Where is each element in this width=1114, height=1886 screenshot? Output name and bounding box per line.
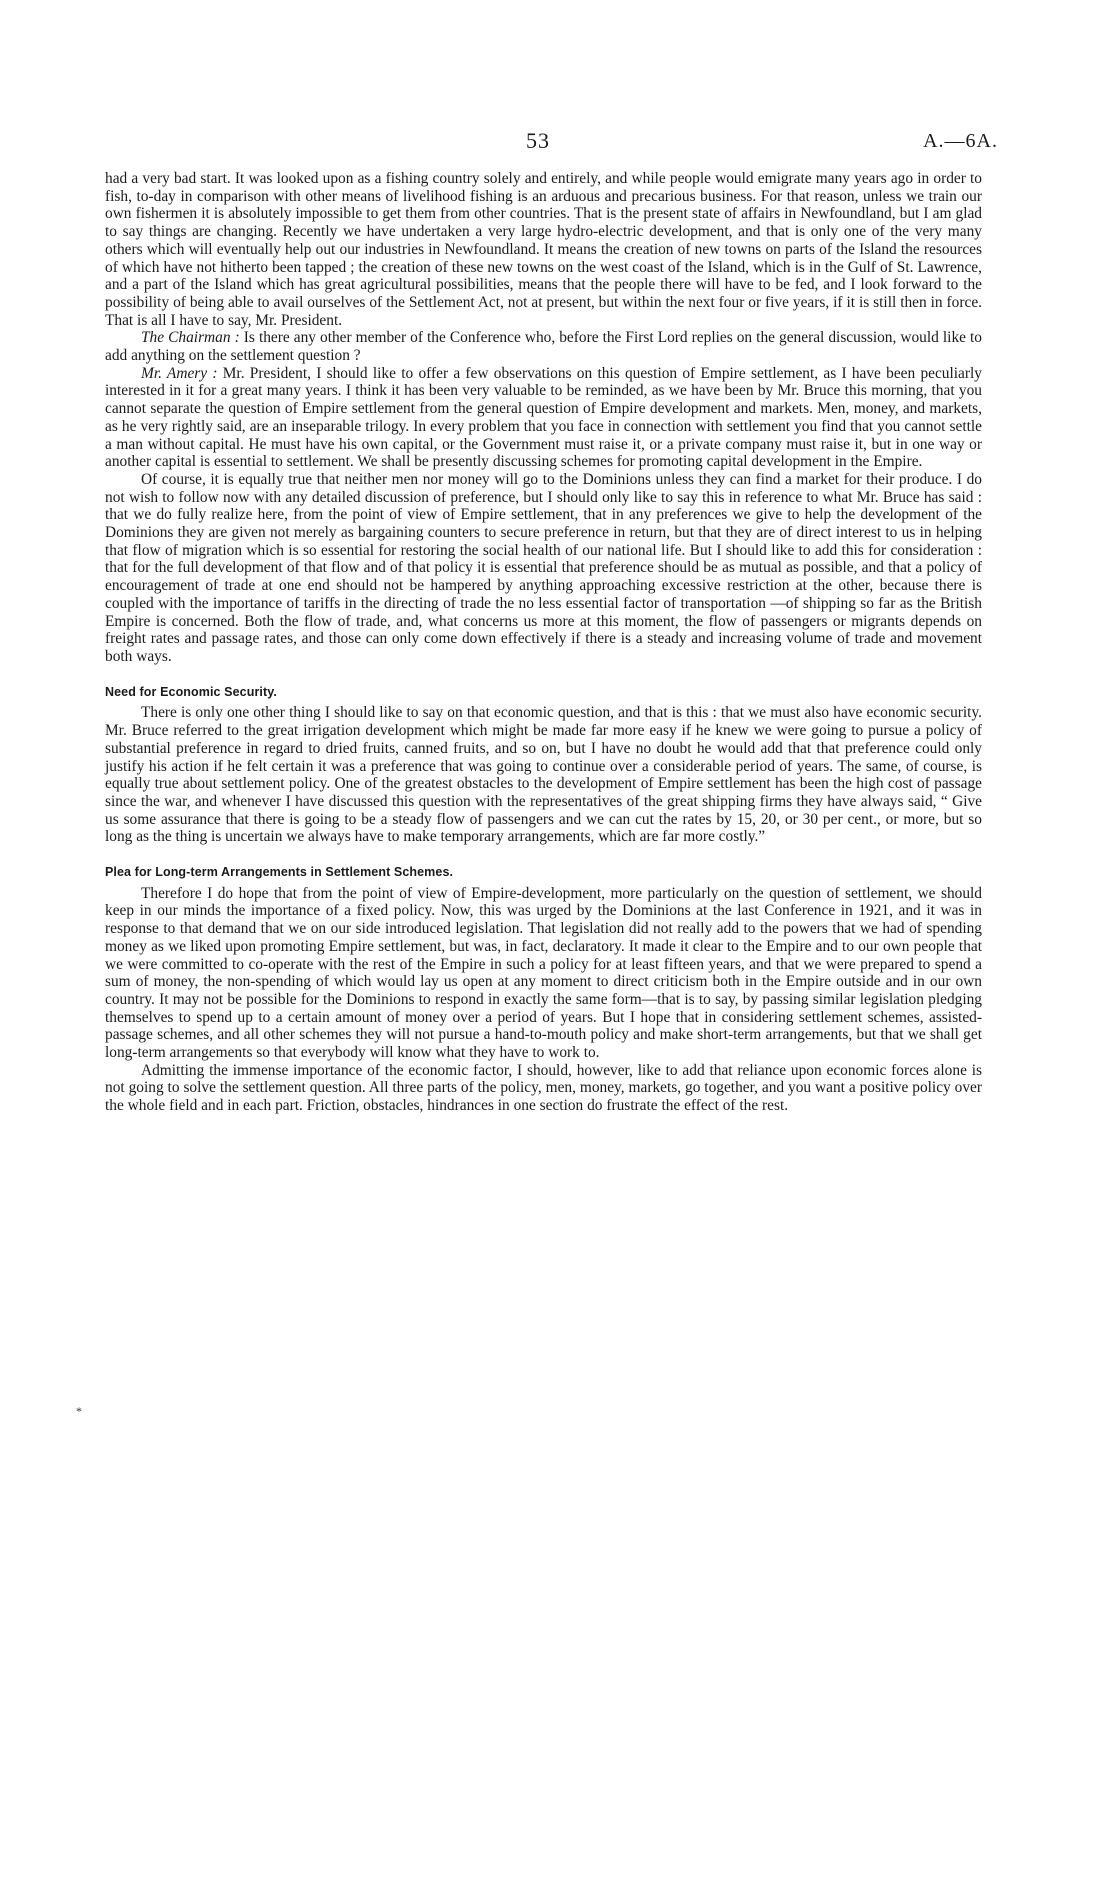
paragraph: There is only one other thing I should like to say on that economic question, and that is this : that we must also have economic security. Mr. Bruce referred to the great irrigation development which might be made far more easy if he knew we were going to pursue a policy of substantial preference in regard to dried fruits, canned fruits, and so on, but I have no doubt he would add that that preference could only justify his action if he felt certain it was a preference that was going to continue over a considerable period of years. The same, of course, is equally true about settlement policy. One of the greatest obstacles to the development of Empire settlement has been the high cost of passage since the war, and whenever I have discussed this question with the representatives of the great shipping firms they have always said, “ Give us some assurance that there is going to be a steady flow of passengers and we can cut the rates by 15, 20, or 30 per cent., or more, but so long as the thing is uncertain we always have to make temporary arrangements, which are far more costly.” bbox=[105, 704, 982, 846]
page-header bbox=[0, 128, 1114, 160]
paragraph-text: Is there any other member of the Conference who, before the First Lord replies on the general discussion, would like to add anything on the settlement question ? bbox=[105, 329, 982, 365]
section-heading: Plea for Long-term Arrangements in Settlement Schemes. bbox=[105, 865, 454, 880]
speaker-label: The Chairman : bbox=[141, 329, 240, 347]
document-reference: A.—6A. bbox=[923, 130, 998, 152]
paragraph: Therefore I do hope that from the point of view of Empire-development, more particularly on the question of settlement, we should keep in our minds the importance of a fixed policy. Now, this was urged by the Dominions at the last Conference in 1921, and it was in response to that demand that we on our side introduced legislation. That legislation did not really add to the powers that we had of spending money as we liked upon promoting Empire settlement, but was, in fact, declaratory. It made it clear to the Empire and to our own people that we were committed to co-operate with the rest of the Empire in such a policy for at least fifteen years, and that we were prepared to spend a sum of money, the non-spending of which would lay us open at any moment to direct criticism both in the Empire outside and in our own country. It may not be possible for the Dominions to respond in exactly the same form—that is to say, by passing similar legislation pledging themselves to spend up to a certain amount of money over a period of years. But I hope that in considering settlement schemes, assisted-passage schemes, and all other schemes they will not pursue a hand-to-mouth policy and make short-term arrangements, but that we shall get long-term arrangements so that everybody will know what they have to work to. bbox=[105, 884, 982, 1062]
section-heading: Need for Economic Security. bbox=[105, 684, 277, 699]
paragraph bbox=[105, 170, 982, 329]
paragraph-text: Mr. President, I should like to offer a few observations on this question of Empire settlement, as I have been peculiarly interested in it for a great many years. I think it has been very valuable to be reminded, as we have been by Mr. Bruce this morning, that you cannot separate the question of Empire settlement from the general question of Empire development and markets. Men, money, and markets, as he very rightly said, are an inseparable trilogy. In every problem that you face in connection with settlement you find that you cannot settle a man without capital. He must have his own capital, or the Government must raise it, or a private company must raise it, but in one way or another capital is essential to settlement. We shall be presently discussing schemes for promoting capital development in the Empire. bbox=[105, 364, 982, 471]
margin-mark: * bbox=[76, 1404, 82, 1418]
paragraph bbox=[105, 329, 982, 364]
paragraph-text: Of course, it is equally true that neither men nor money will go to the Dominions unless they can find a market for their produce. I do not wish to follow now with any detailed discussion of preference, but I should only like to say this in reference to what Mr. Bruce has said : that we do fully realize here, from the point of view of Empire settlement, that in any preferences we give to help the development of the Dominions they are given not merely as bargaining counters to secure preference in return, but that they are of direct interest to us in helping that flow of migration which is so essential for restoring the social health of our national life. But I should like to add this for consideration : that for the full development of that flow and of that policy it is essential that preference should be as mutual as possible, and that a policy of encouragement of trade at one end should not be hampered by anything approaching excessive restriction at the other, because there is coupled with the importance of tariffs in the directing of trade the no less essential factor of transportation —of shipping so far as the British Empire is concerned. Both the flow of trade, and, what concerns us more at this moment, the flow of passengers or migrants depends on freight rates and passage rates, and those can only come down effectively if there is a steady and increasing volume of trade and movement both ways. bbox=[105, 470, 982, 665]
paragraph bbox=[105, 365, 982, 471]
paragraph bbox=[105, 471, 982, 666]
page-number: 53 bbox=[526, 128, 550, 153]
paragraph-text: had a very bad start. It was looked upon as a fishing country solely and entirely, and while people would emigrate many years ago in order to fish, to-day in comparison with other means of livelihood fishing is an arduous and precarious business. For that reason, unless we train our own fishermen it is absolutely impossible to get them from other countries. That is the present state of affairs in Newfoundland, but I am glad to say things are changing. Recently we have undertaken a very large hydro-electric development, and that is only one of the very many others which will eventually help out our industries in Newfoundland. It means the creation of new towns on parts of the Island the resources of which have not hitherto been tapped ; the creation of these new towns on the west coast of the Island, which is in the Gulf of St. Lawrence, and a part of the Island which has great agricultural possibilities, means that the people there will have to be fed, and I look forward to the possibility of being able to avail ourselves of the Settlement Act, not at present, but within the next four or five years, if it is still then in force. That is all I have to say, Mr. President. bbox=[105, 170, 982, 329]
document-body bbox=[105, 170, 982, 1115]
speaker-label: Mr. Amery : bbox=[141, 364, 218, 382]
paragraph: Admitting the immense importance of the economic factor, I should, however, like to add that reliance upon economic forces alone is not going to solve the settlement question. All three parts of the policy, men, money, markets, go together, and you want a positive policy over the whole field and in each part. Friction, obstacles, hindrances in one section do frustrate the effect of the rest. bbox=[105, 1061, 982, 1115]
